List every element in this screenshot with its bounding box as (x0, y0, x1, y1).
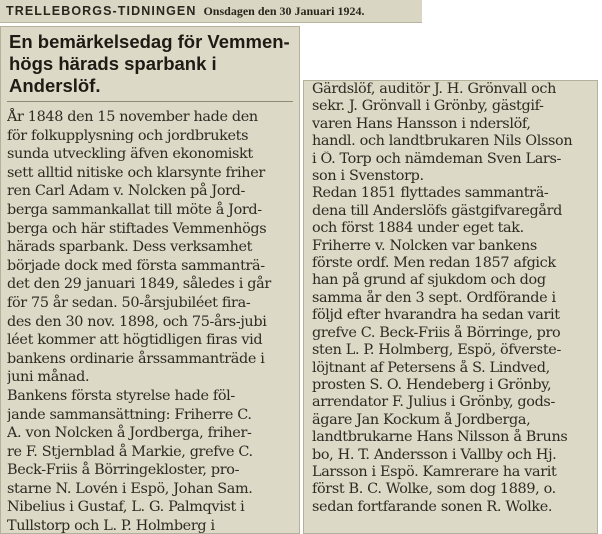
article-left-column (0, 26, 300, 534)
article-text-line: des den 30 nov. 1898, och 75-års-jubi (7, 313, 267, 330)
article-text-line: härads sparbank. Dess verksamhet (7, 239, 253, 256)
article-text-line: för 75 år sedan. 50-årsjubiléet fira- (7, 294, 251, 311)
article-text-line: landtbrukarne Hans Nilsson å Bruns (312, 429, 568, 446)
headline-divider (7, 101, 293, 102)
article-text-line: varen Hans Hansson i nderslöf, (312, 115, 531, 132)
article-text-line: och först 1884 under eget tak. (312, 220, 524, 237)
issue-date: Onsdagen den 30 Januari 1924. (203, 3, 365, 18)
article-headline (9, 31, 293, 97)
article-text-line: följd efter hvarandra ha sedan varit (312, 307, 560, 324)
article-text-line: för folkupplysning och jordbrukets (7, 127, 249, 144)
article-text-line: handl. och landtbrukaren Nils Olsson (312, 133, 573, 150)
article-paragraph (312, 238, 591, 517)
article-text-line: ren Carl Adam v. Nolcken på Jord- (7, 183, 246, 200)
article-text-line: ägare Jan Kockum å Jordberga, (312, 411, 531, 428)
newspaper-name: TRELLEBORGS-TIDNINGEN (6, 4, 197, 18)
article-text-line: Redan 1851 flyttades sammanträ- (312, 185, 549, 202)
article-text-line: bo, H. T. Andersson i Vallby och Hj. (312, 446, 557, 463)
article-text-line: bankens ordinarie årssammanträde i (7, 350, 265, 367)
article-text-line: berga och här stiftades Vemmenhögs (7, 220, 267, 237)
article-text-line: han på grund af sjukdom och dog (312, 272, 546, 289)
article-text-line: Friherre v. Nolcken var bankens (312, 237, 537, 254)
article-text-line: jande sammansättning: Friherre C. (7, 406, 252, 423)
article-text-line: A. von Nolcken å Jordberga, friher- (7, 425, 252, 442)
article-text-line: prosten S. O. Hendeberg i Grönby, (312, 376, 552, 393)
headline-line: Anderslöf. (9, 75, 101, 96)
article-text-line: sunda utveckling äfven ekonomiskt (7, 146, 253, 163)
article-text-line: arrendator F. Julius i Grönby, gods- (312, 394, 555, 411)
article-text-line: Beck-Friis å Börringekloster, pro- (7, 462, 240, 479)
article-text-line: i Ö. Torp och nämdeman Sven Lars- (312, 150, 562, 167)
article-text-line: löjtnant af Petersens å S. Lindved, (312, 359, 550, 376)
article-text-line: sett alltid nitiske och klarsynte friher (7, 164, 265, 181)
article-text-line: sedan fortfarande sonen R. Wolke. (312, 498, 553, 515)
article-body-left (7, 108, 293, 534)
article-text-line: samma år den 3 sept. Ordförande i (312, 289, 556, 306)
article-text-line: Tullstorp och L. P. Holmberg i (7, 518, 215, 534)
article-right-column (303, 80, 598, 534)
article-body-right (312, 81, 591, 516)
article-paragraph (7, 108, 293, 387)
article-text-line: starne N. Lovén i Espö, Johan Sam. (7, 480, 253, 497)
article-text-line: sten L. P. Holmberg, Espö, öfverste- (312, 342, 561, 359)
article-text-line: léet kommer att högtidligen firas vid (7, 332, 263, 349)
article-text-line: Larsson i Espö. Kamrerare ha varit (312, 463, 557, 480)
article-text-line: re F. Stjernblad å Markie, grefve C. (7, 443, 253, 460)
article-paragraph (312, 185, 591, 237)
article-text-line: grefve C. Beck-Friis å Börringe, pro (312, 324, 561, 341)
article-text-line: År 1848 den 15 november hade den (7, 109, 258, 125)
article-text-line: Gärdslöf, auditör J. H. Grönvall och (312, 81, 557, 97)
article-text-line: det den 29 januari 1849, således i går (7, 276, 271, 293)
article-text-line: son i Svenstorp. (312, 168, 424, 185)
article-text-line: förste ordf. Men redan 1857 afgick (312, 255, 556, 272)
article-text-line: dena till Anderslöfs gästgifvaregård (312, 202, 563, 219)
article-text-line: Nibelius i Gustaf, L. G. Palmqvist i (7, 499, 245, 516)
headline-line: En bemärkelsedag för Vemmen- (9, 31, 290, 52)
article-text-line: sekr. J. Grönvall i Grönby, gästgif- (312, 98, 544, 115)
article-text-line: först B. C. Wolke, som dog 1889, o. (312, 481, 556, 498)
article-paragraph (7, 387, 293, 534)
headline-line: högs härads sparbank i (9, 53, 217, 74)
article-paragraph (312, 81, 591, 185)
article-text-line: juni månad. (7, 369, 90, 386)
article-text-line: började dock med första sammanträ- (7, 257, 265, 274)
article-text-line: Bankens första styrelse hade föl- (7, 387, 235, 404)
newspaper-masthead (0, 0, 422, 23)
article-text-line: berga sammankallat till möte å Jord- (7, 201, 262, 218)
